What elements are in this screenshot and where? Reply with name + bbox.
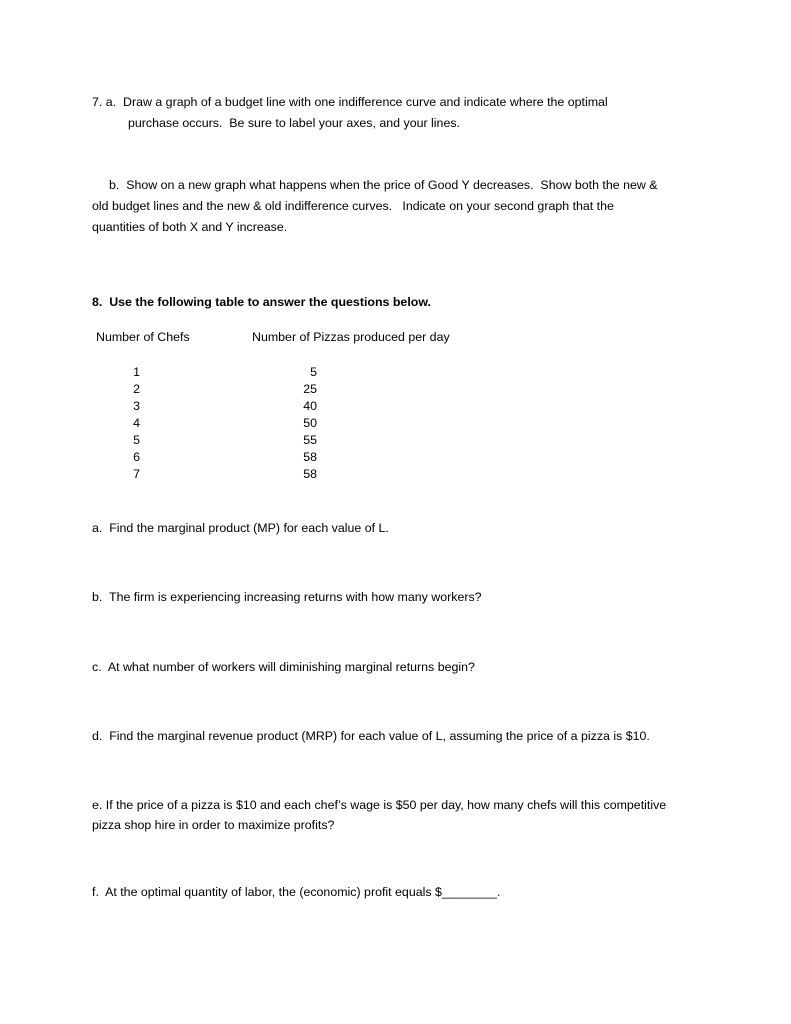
- table-cell-pizzas: 58: [303, 450, 317, 464]
- q7-a-line1: 7. a. Draw a graph of a budget line with one indifference curve and indicate where the optimal: [92, 95, 608, 109]
- table-header-chefs: Number of Chefs: [96, 330, 190, 344]
- table-cell-pizzas: 58: [303, 467, 317, 481]
- q8-f-prefix: f. At the optimal quantity of labor, the (economic) profit equals $: [92, 885, 442, 899]
- q8-b: b. The firm is experiencing increasing returns with how many workers?: [92, 590, 482, 604]
- q7-b-line3: quantities of both X and Y increase.: [92, 220, 288, 234]
- table-cell-chefs: 4: [133, 416, 140, 430]
- table-header-pizzas: Number of Pizzas produced per day: [252, 330, 450, 344]
- profit-answer-blank[interactable]: ________: [441, 885, 498, 899]
- table-cell-pizzas: 55: [303, 433, 317, 447]
- table-cell-chefs: 6: [133, 450, 140, 464]
- q8-c: c. At what number of workers will diminishing marginal returns begin?: [92, 660, 475, 674]
- q8-f: [92, 885, 500, 900]
- q7-a-line2: purchase occurs. Be sure to label your axes, and your lines.: [128, 116, 460, 130]
- q7-b-line1: b. Show on a new graph what happens when the price of Good Y decreases. Show both the new &: [109, 178, 658, 192]
- table-cell-pizzas: 5: [310, 365, 317, 379]
- table-cell-chefs: 5: [133, 433, 140, 447]
- q7-b-line2: old budget lines and the new & old indifference curves. Indicate on your second graph that the: [92, 199, 614, 213]
- table-cell-pizzas: 50: [303, 416, 317, 430]
- q8-heading: 8. Use the following table to answer the questions below.: [92, 295, 431, 309]
- table-cell-pizzas: 40: [303, 399, 317, 413]
- table-cell-chefs: 7: [133, 467, 140, 481]
- q8-f-suffix: .: [497, 885, 501, 899]
- table-cell-chefs: 1: [133, 365, 140, 379]
- q8-d: d. Find the marginal revenue product (MRP) for each value of L, assuming the price of a pizza is $10.: [92, 729, 650, 743]
- q8-e-line2: pizza shop hire in order to maximize profits?: [92, 818, 335, 832]
- table-cell-pizzas: 25: [303, 382, 317, 396]
- table-cell-chefs: 3: [133, 399, 140, 413]
- q8-a: a. Find the marginal product (MP) for each value of L.: [92, 521, 389, 535]
- table-cell-chefs: 2: [133, 382, 140, 396]
- q8-e-line1: e. If the price of a pizza is $10 and each chef’s wage is $50 per day, how many chefs will this competitive: [92, 798, 667, 812]
